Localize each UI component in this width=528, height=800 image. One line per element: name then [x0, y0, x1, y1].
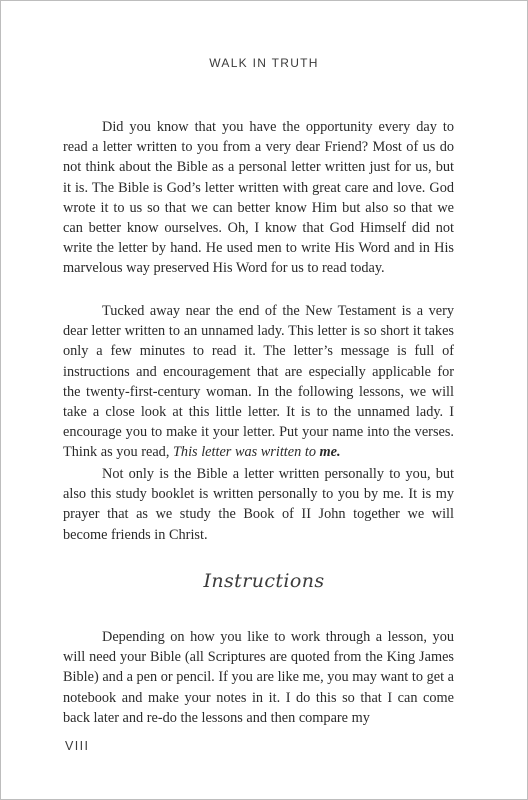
paragraph-letter-description-text: Tucked away near the end of the New Testament is a very dear letter written to an unnamed lady. This letter is so short it takes only a few minutes to read it. The letter’s message is full of instructions and encouragement that are especially applicable for the twenty-first-century woman. In the following lessons, we will take a close look at this little letter. It is to the unnamed lady. I encourage you to make it your letter. Put your name into the verses. Think as you read,	[63, 303, 454, 461]
paragraph-instructions: Depending on how you like to work through a lesson, you will need your Bible (all Scriptures are quoted from the King James Bible) and a pen or pencil. If you are like me, you may want to get a notebook and make your notes in it. I do this so that I can come back later and re-do the lessons and then compare my	[63, 629, 454, 726]
paragraph-intro: Did you know that you have the opportunity every day to read a letter written to you from a very dear Friend? Most of us do not think about the Bible as a personal letter written just for us, but it is. The Bible is God’s letter written with great care and love. God wrote it to us so that we can better know Him but also so that we can better know ourselves. Oh, I know that God Himself did not write the letter by hand. He used men to write His Word and in His marvelous way preserved His Word for us to read today.	[63, 119, 454, 277]
running-header: WALK IN TRUTH	[209, 56, 319, 70]
bold-emphasis: me.	[319, 444, 341, 461]
section-heading-instructions: Instructions	[203, 570, 325, 592]
italic-emphasis: This letter was written to	[172, 444, 320, 461]
paragraph-study-booklet: Not only is the Bible a letter written personally to you, but also this study booklet is written personally to you by me. It is my prayer that as we study the Book of II John together we will become friends in Christ.	[63, 466, 454, 543]
paragraph-letter-description	[63, 301, 454, 463]
page-number: VIII	[65, 739, 90, 753]
